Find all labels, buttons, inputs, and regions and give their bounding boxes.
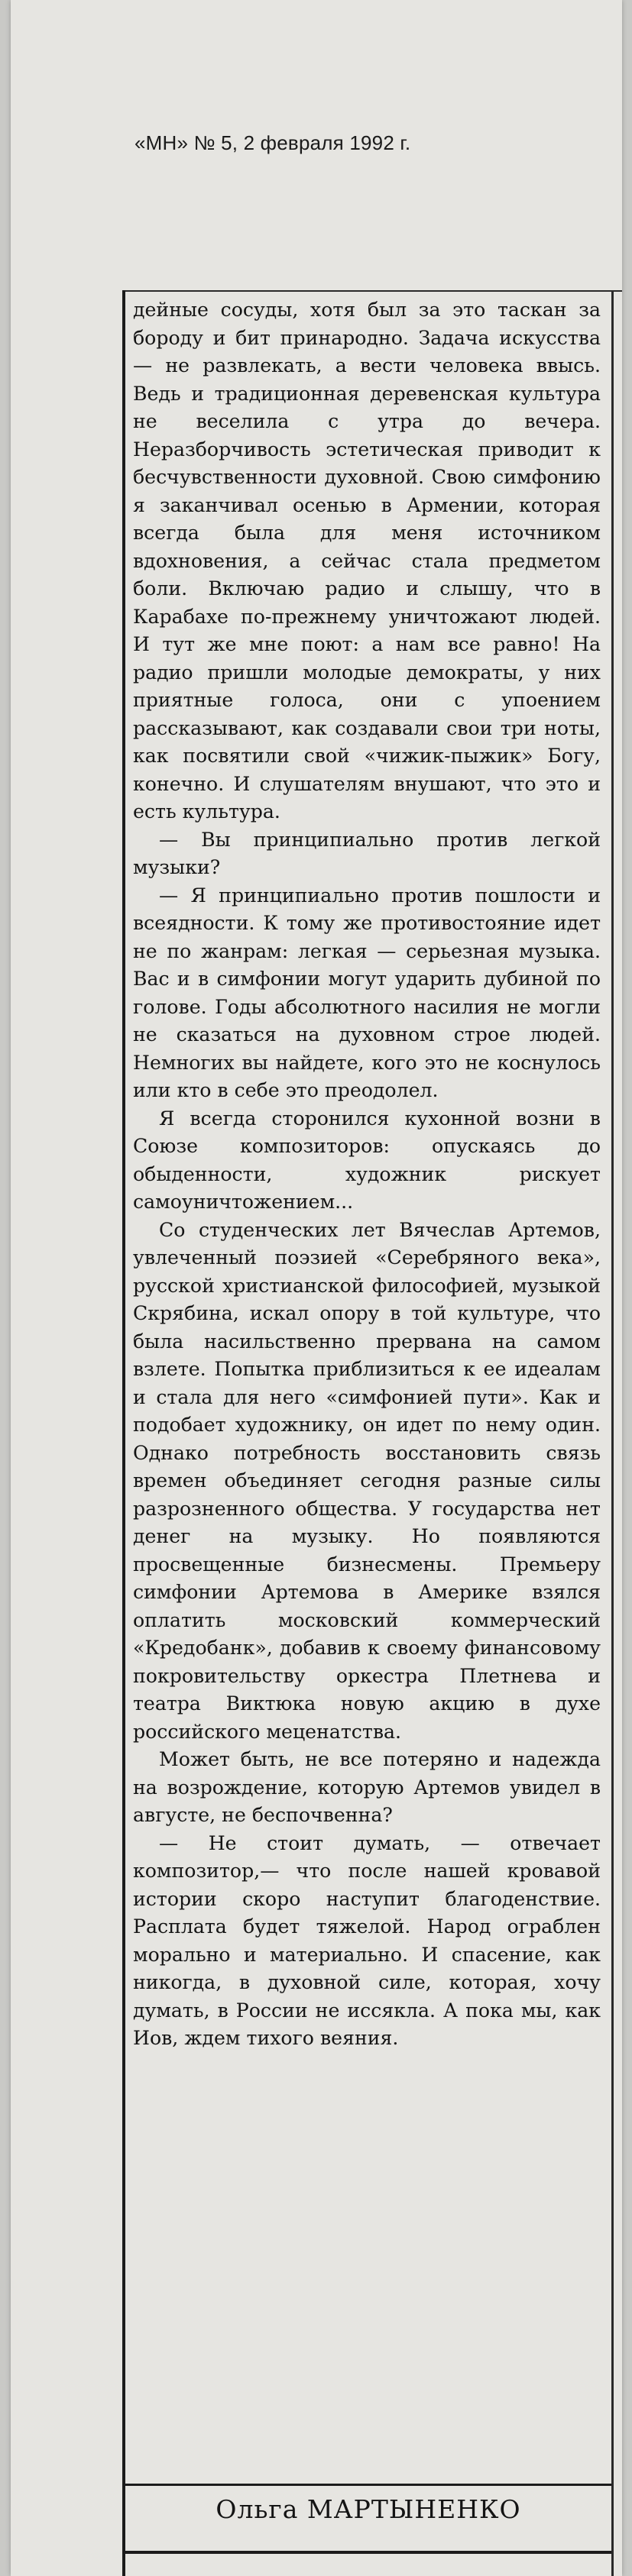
interview-answer: — Не стоит думать, — отвечает композитор,— что после нашей кровавой истории скоро наступит благоденствие. Расплата будет тяжелой. Народ ограблен морально и материально. И спасение, как никогда, в духовной силе, которая, хочу думать, в России не иссякла. А пока мы, как Иов, ждем тихого веяния. xyxy=(133,1831,601,2049)
interview-question: — Вы принципиально против легкой музыки? xyxy=(133,828,601,878)
signature-top-rule xyxy=(125,2484,611,2486)
article-paragraph: Может быть, не все потеряно и надежда на возрождение, которую Артемов увидел в августе, не беспочвенна? xyxy=(133,1748,601,1826)
column-left-rule xyxy=(122,290,125,2576)
article-paragraph: Я всегда сторонился кухонной возни в Союзе композиторов: опускаясь до обыденности, художник рискует самоуничтожением... xyxy=(133,1107,601,1213)
newspaper-dateline: «МН» № 5, 2 февраля 1992 г. xyxy=(135,131,411,154)
interview-answer: — Я принципиально против пошлости и всеядности. К тому же противостояние идет не по жанрам: легкая — серьезная музыка. Вас и в симфонии могут ударить дубиной по голове. Годы абсолютного насилия не могли не сказаться на духовном строе людей. Немногих вы найдете, кого это не коснулось или кто в себе это преодолел. xyxy=(133,884,601,1101)
signature-bottom-rule xyxy=(125,2551,611,2554)
article-paragraph: дейные сосуды, хотя был за это таскан за бороду и бит принародно. Задача искусства — не развлекать, а вести человека ввысь. Ведь и традиционная деревенская культура не веселила с утра до вечера. Неразборчивость эстетическая приводит к бесчувственности духовной. Свою симфонию я заканчивал осенью в Армении, которая всегда была для меня источником вдохновения, а сейчас стала предметом боли. Включаю радио и слышу, что в Карабахе по-прежнему уничтожают людей. И тут же мне поют: а нам все равно! На радио пришли молодые демократы, у них приятные голоса, они с упоением рассказывают, как создавали свои три ноты, как посвятили свой «чижик-пыжик» Богу, конечно. И слушателям внушают, что это и есть культура. xyxy=(133,299,601,823)
article-body xyxy=(133,296,601,2053)
column-right-rule xyxy=(611,290,614,2576)
article-paragraph: Со студенческих лет Вячеслав Артемов, увлеченный поэзией «Серебряного века», русской христианской философией, музыкой Скрябина, искал опору в той культуре, что была насильственно прервана на самом взлете. Попытка приблизиться к ее идеалам и стала для него «симфонией пути». Как и подобает художнику, он идет по нему один. Однако потребность восстановить связь времен объединяет сегодня разные силы разрозненного общества. У государства нет денег на музыку. Но появляются просвещенные бизнесмены. Премьеру симфонии Артемова в Америке взялся оплатить московский коммерческий «Кредобанк», добавив к своему финансовому покровительству оркестра Плетнева и театра Виктюка новую акцию в духе российского меценатства. xyxy=(133,1218,601,1743)
newspaper-clipping xyxy=(11,0,622,2576)
author-signature: Ольга МАРТЫНЕНКО xyxy=(216,2494,521,2524)
column-top-rule xyxy=(122,290,622,292)
